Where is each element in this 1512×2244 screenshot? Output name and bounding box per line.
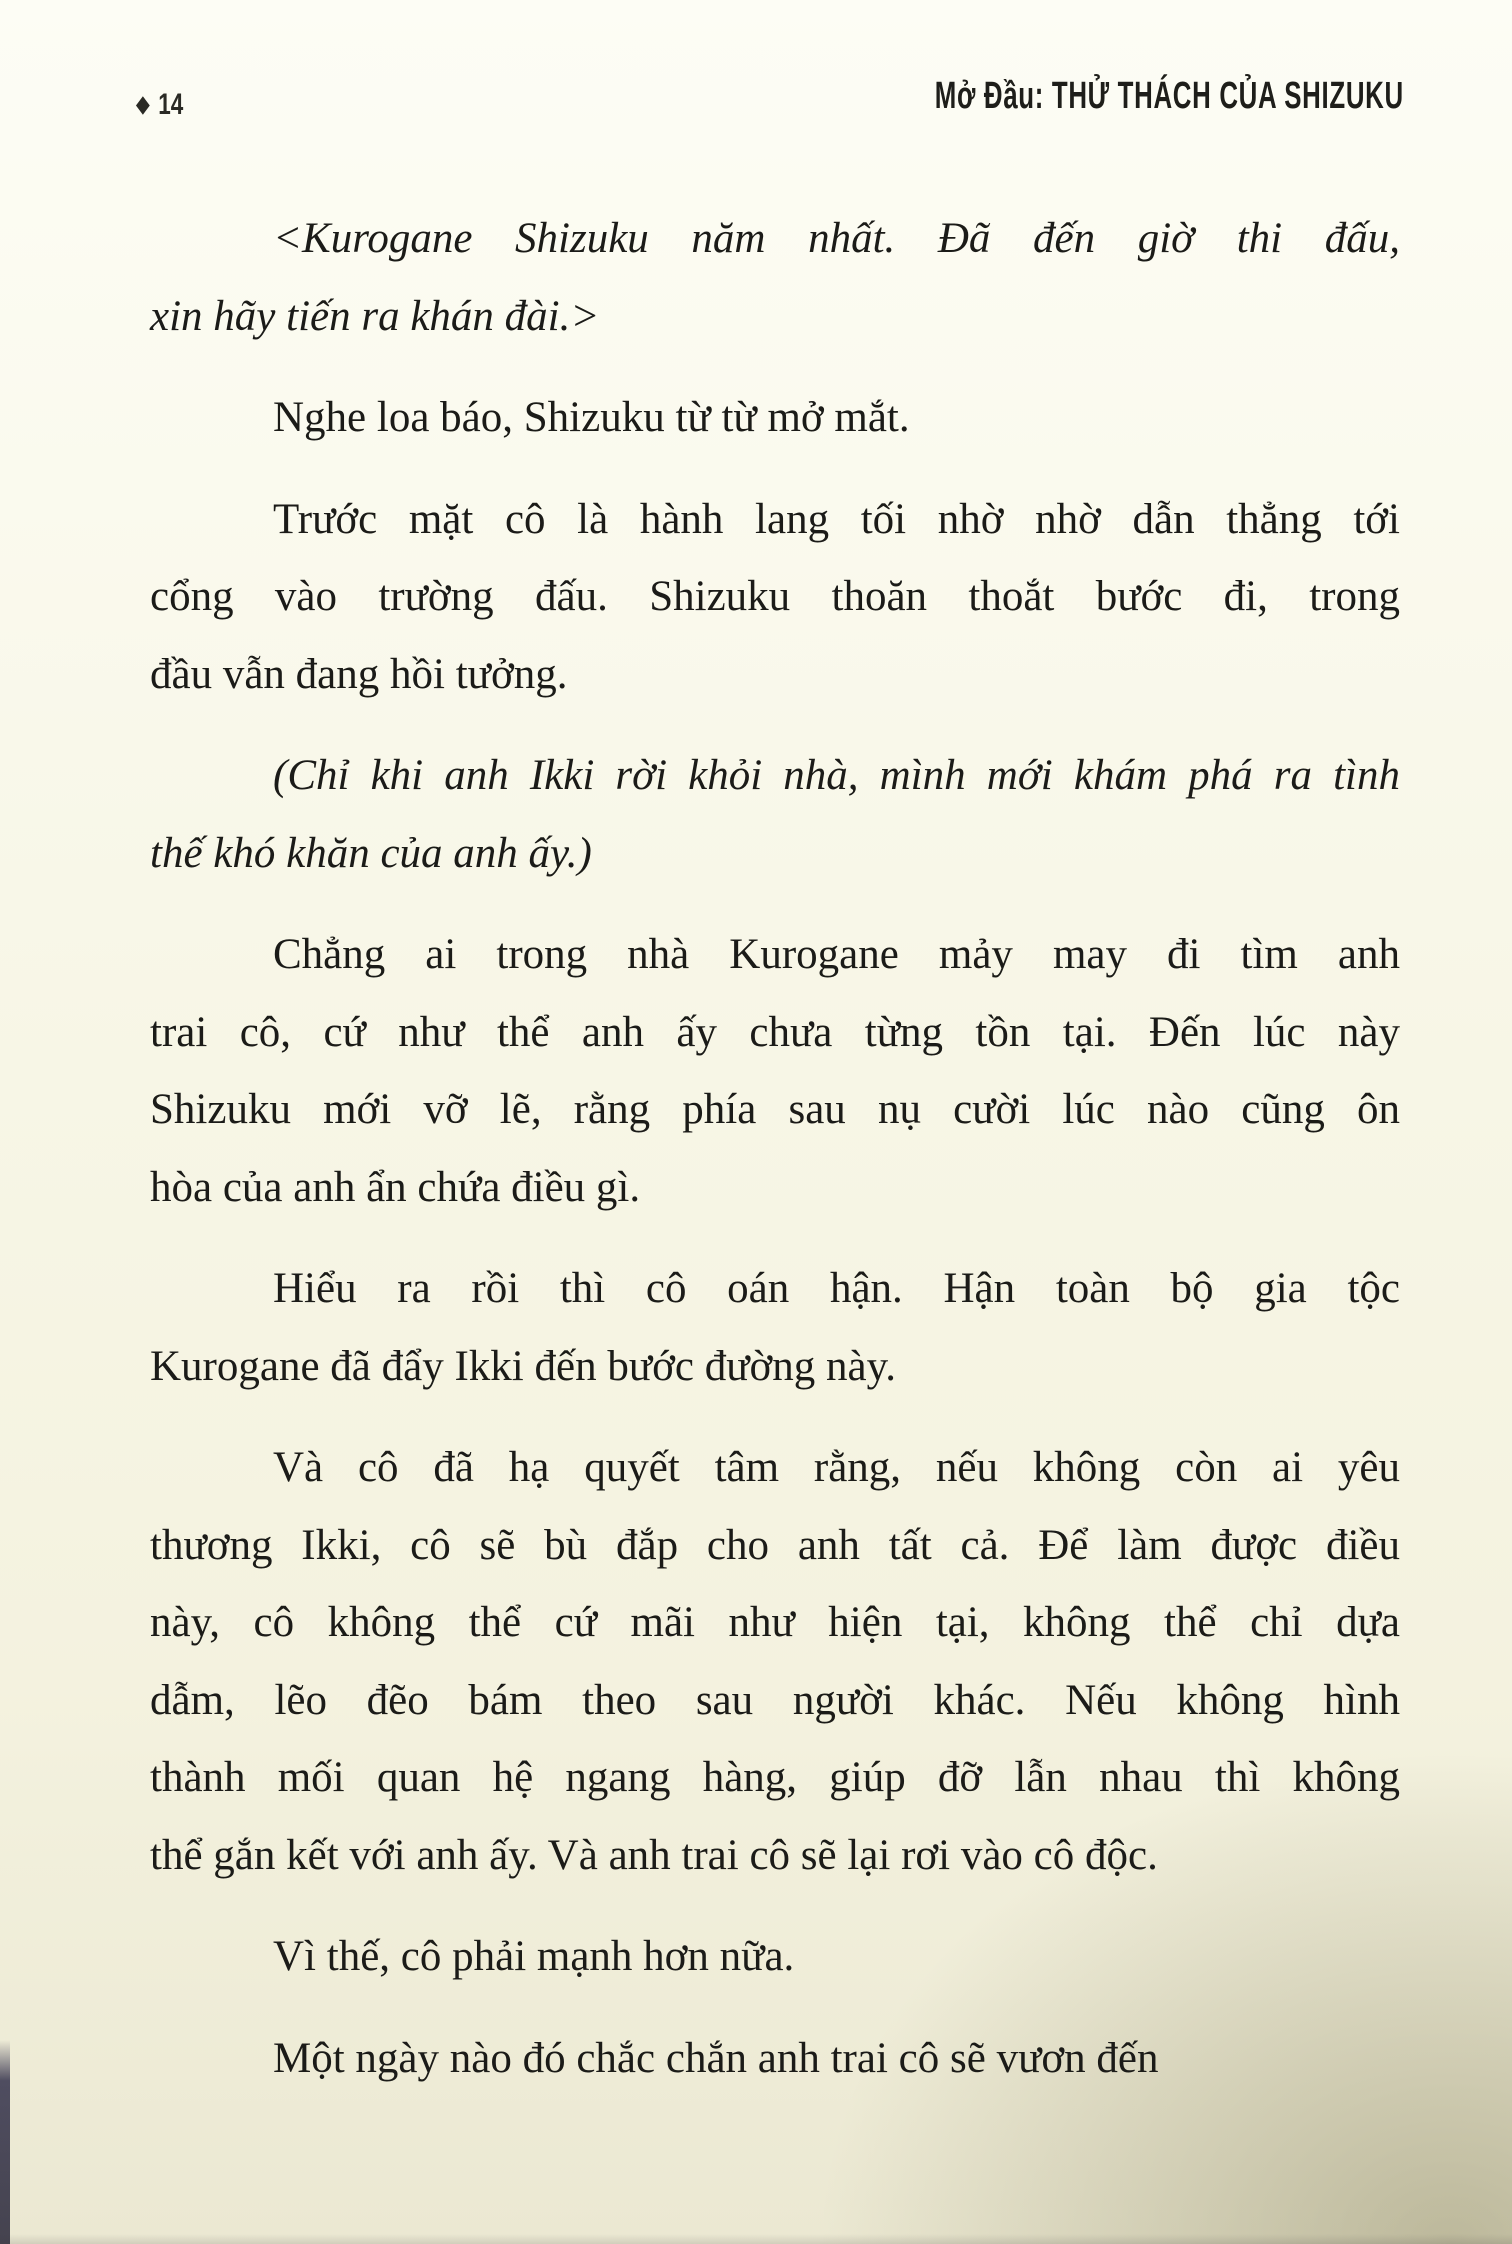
text-line: thương Ikki, cô sẽ bù đắp cho anh tất cả. Để làm được điều bbox=[150, 1521, 1400, 1569]
page-number-block bbox=[138, 88, 183, 122]
paragraph bbox=[150, 379, 1400, 457]
text-line: xin hãy tiến ra khán đài.> bbox=[150, 292, 600, 340]
text-line: Một ngày nào đó chắc chắn anh trai cô sẽ vươn đến bbox=[273, 2034, 1159, 2082]
text-line: đầu vẫn đang hồi tưởng. bbox=[150, 650, 568, 698]
text-line: Và cô đã hạ quyết tâm rằng, nếu không còn ai yêu bbox=[273, 1444, 1400, 1491]
text-line: cổng vào trường đấu. Shizuku thoăn thoắt bước đi, trong bbox=[150, 573, 1400, 620]
text-line: Nghe loa báo, Shizuku từ từ mở mắt. bbox=[273, 394, 910, 441]
page-number: 14 bbox=[158, 88, 184, 121]
text-line: Chẳng ai trong nhà Kurogane mảy may đi tìm anh bbox=[273, 931, 1400, 978]
text-line: (Chỉ khi anh Ikki rời khỏi nhà, mình mới khám phá ra tình bbox=[273, 752, 1400, 799]
text-line: Hiểu ra rồi thì cô oán hận. Hận toàn bộ gia tộc bbox=[273, 1265, 1400, 1312]
book-edge-shadow bbox=[0, 2040, 10, 2244]
text-line: Trước mặt cô là hành lang tối nhờ nhờ dẫn thẳng tới bbox=[273, 495, 1400, 543]
paragraph bbox=[150, 200, 1400, 355]
page-bottom-shadow bbox=[0, 2234, 1512, 2244]
text-line: thế khó khăn của anh ấy.) bbox=[150, 829, 592, 877]
text-line: Vì thế, cô phải mạnh hơn nữa. bbox=[273, 1933, 795, 1980]
paragraph bbox=[150, 1250, 1400, 1405]
chapter-running-title: Mở Đầu: THỬ THÁCH CỦA SHIZUKU bbox=[934, 75, 1404, 117]
page-body bbox=[150, 200, 1400, 2097]
text-line: thành mối quan hệ ngang hàng, giúp đỡ lẫn nhau thì không bbox=[150, 1754, 1400, 1801]
text-line: Shizuku mới vỡ lẽ, rằng phía sau nụ cười lúc nào cũng ôn bbox=[150, 1086, 1400, 1133]
text-line: thể gắn kết với anh ấy. Và anh trai cô sẽ lại rơi vào cô độc. bbox=[150, 1831, 1158, 1879]
paragraph bbox=[150, 1429, 1400, 1894]
text-line: dẫm, lẽo đẽo bám theo sau người khác. Nếu không hình bbox=[150, 1676, 1400, 1724]
text-line: Kurogane đã đẩy Ikki đến bước đường này. bbox=[150, 1342, 897, 1390]
paragraph bbox=[150, 1918, 1400, 1996]
paragraph bbox=[150, 737, 1400, 892]
text-line: hòa của anh ẩn chứa điều gì. bbox=[150, 1163, 641, 1211]
text-line: trai cô, cứ như thể anh ấy chưa từng tồn tại. Đến lúc này bbox=[150, 1008, 1400, 1056]
paragraph bbox=[150, 916, 1400, 1226]
paragraph bbox=[150, 481, 1400, 714]
text-line: <Kurogane Shizuku năm nhất. Đã đến giờ thi đấu, bbox=[273, 215, 1400, 262]
text-line: này, cô không thể cứ mãi như hiện tại, không thể chỉ dựa bbox=[150, 1599, 1400, 1646]
page-header bbox=[138, 72, 1404, 132]
paragraph bbox=[150, 2020, 1400, 2098]
diamond-bullet-icon bbox=[136, 96, 150, 114]
